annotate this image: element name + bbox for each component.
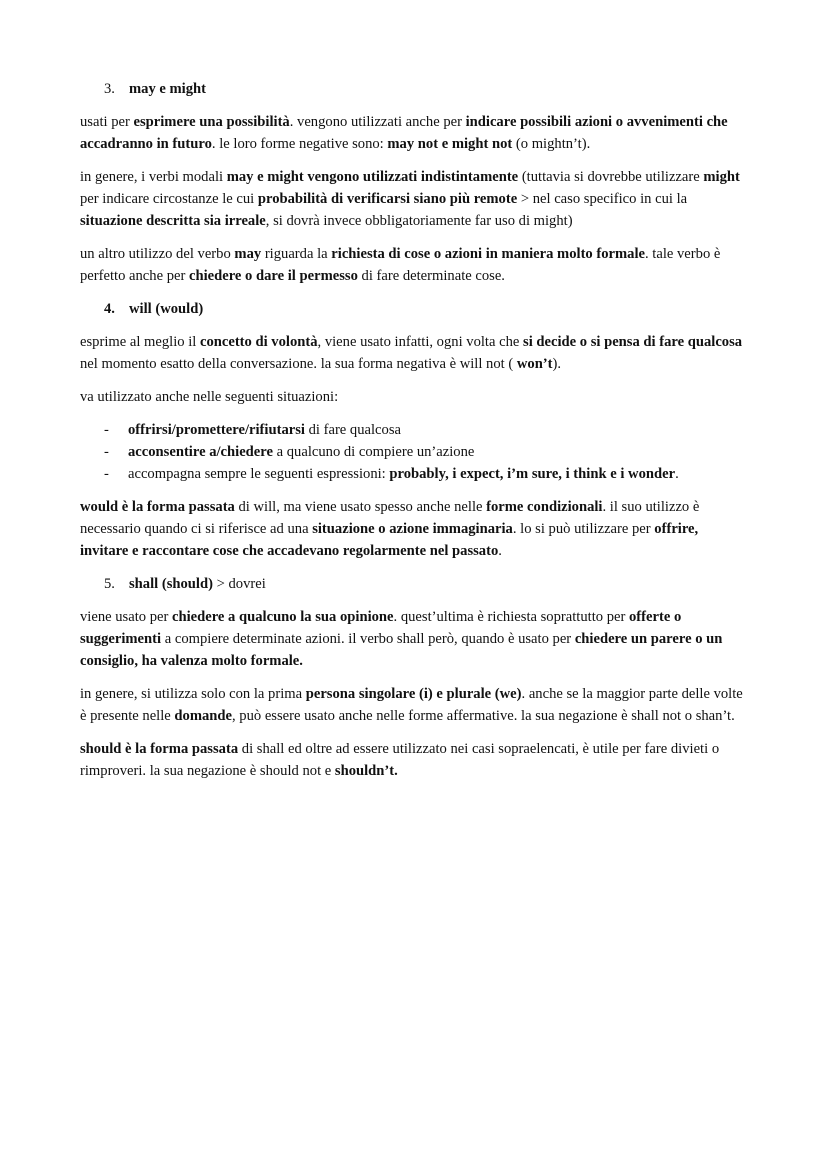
paragraph <box>80 111 748 155</box>
bold-text: chiedere a qualcuno la sua opinione <box>172 609 394 625</box>
paragraph <box>80 738 748 782</box>
bold-text: probabilità di verificarsi siano più remote <box>257 191 518 207</box>
text-run: in genere, si utilizza solo con la prima <box>80 686 306 702</box>
bold-text: chiedere un parere o un consiglio, ha valenza molto formale. <box>80 631 723 669</box>
bold-text: acconsentire a/chiedere <box>128 444 273 460</box>
text-run: accompagna sempre le seguenti espressioni: <box>128 466 390 482</box>
bold-text: will (would) <box>129 301 204 317</box>
bold-text: would è la forma passata <box>80 499 235 515</box>
bold-text: should è la forma passata <box>80 741 239 757</box>
text-run: > dovrei <box>212 576 266 592</box>
bold-text: may e might <box>129 81 207 97</box>
bold-text: si decide o si pensa di fare qualcosa <box>523 334 743 350</box>
bold-text: richiesta di cose o azioni in maniera molto formale <box>331 246 645 262</box>
bold-text: situazione o azione immaginaria <box>312 521 513 537</box>
text-run: ). <box>552 356 562 372</box>
text-run: di will, ma viene usato spesso anche nelle <box>234 499 487 515</box>
text-run: . anche se la maggior parte delle volte è presente nelle <box>80 686 743 724</box>
bold-text: shouldn’t. <box>334 763 398 779</box>
text-run: riguarda la <box>261 246 332 262</box>
paragraph <box>80 331 748 375</box>
document-body <box>80 78 748 793</box>
list-item <box>80 419 748 441</box>
text-run: . quest’ultima è richiesta soprattutto per <box>393 609 629 625</box>
bold-text: shall (should) <box>129 576 213 592</box>
section-number: 5. <box>104 576 115 592</box>
text-run: di fare determinate cose. <box>357 268 505 284</box>
text-run: esprime al meglio il <box>80 334 200 350</box>
section-number: 4. <box>104 301 115 317</box>
bold-text: offrirsi/promettere/rifiutarsi <box>128 422 305 438</box>
list-item <box>80 441 748 463</box>
section-heading <box>80 298 748 320</box>
bold-text: offerte o suggerimenti <box>80 609 682 647</box>
section-heading <box>80 573 748 595</box>
list-item <box>80 463 748 485</box>
list-marker: - <box>104 466 109 482</box>
paragraph <box>80 496 748 562</box>
text-run: . le loro forme negative sono: <box>211 136 388 152</box>
text-run: in genere, i verbi modali <box>80 169 227 185</box>
text-run: . vengono utilizzati anche per <box>289 114 466 130</box>
bold-text: concetto di volontà <box>199 334 318 350</box>
bold-text: indicare possibili azioni o avvenimenti che accadranno in futuro <box>80 114 728 152</box>
text-run: > nel caso specifico in cui la <box>517 191 688 207</box>
bold-text: may not e might not <box>387 136 513 152</box>
text-run: a qualcuno di compiere un’azione <box>272 444 475 460</box>
text-run: , viene usato infatti, ogni volta che <box>317 334 524 350</box>
bullet-list <box>80 419 748 485</box>
text-run: di shall ed oltre ad essere utilizzato nei casi sopraelencati, è utile per fare divieti o rimproveri. la sua negazione è should not e <box>80 741 720 779</box>
bold-text: may <box>234 246 262 262</box>
text-run: . il suo utilizzo è necessario quando ci si riferisce ad una <box>80 499 700 537</box>
text-run: . <box>498 543 502 559</box>
section-number: 3. <box>104 81 115 97</box>
bold-text: may e might vengono utilizzati indistintamente <box>226 169 519 185</box>
text-run: per indicare circostanze le cui <box>80 191 258 207</box>
text-run: (o mightn’t). <box>512 136 591 152</box>
text-run: nel momento esatto della conversazione. la sua forma negativa è will not ( <box>80 356 517 372</box>
text-run: (tuttavia si dovrebbe utilizzare <box>518 169 704 185</box>
text-run: di fare qualcosa <box>304 422 401 438</box>
paragraph <box>80 166 748 232</box>
text-run: usati per <box>80 114 134 130</box>
list-marker: - <box>104 422 109 438</box>
bold-text: offrire, invitare e raccontare cose che accadevano regolarmente nel passato <box>80 521 699 559</box>
text-run: . <box>675 466 679 482</box>
text-run: . tale verbo è perfetto anche per <box>80 246 721 284</box>
text-run: , si dovrà invece obbligatoriamente far uso di might) <box>265 213 573 229</box>
bold-text: chiedere o dare il permesso <box>188 268 358 284</box>
bold-text: domande <box>174 708 232 724</box>
bold-text: probably, i expect, i’m sure, i think e i wonder <box>389 466 676 482</box>
text-run: va utilizzato anche nelle seguenti situazioni: <box>80 389 339 405</box>
text-run: viene usato per <box>80 609 172 625</box>
text-run: a compiere determinate azioni. il verbo shall però, quando è usato per <box>161 631 575 647</box>
bold-text: won’t <box>516 356 553 372</box>
paragraph <box>80 606 748 672</box>
paragraph <box>80 243 748 287</box>
text-run: . lo si può utilizzare per <box>512 521 655 537</box>
bold-text: forme condizionali <box>486 499 603 515</box>
paragraph <box>80 683 748 727</box>
bold-text: persona singolare (i) e plurale (we) <box>305 686 522 702</box>
text-run: , può essere usato anche nelle forme affermative. la sua negazione è shall not o shan’t. <box>231 708 735 724</box>
section-heading <box>80 78 748 100</box>
paragraph <box>80 386 748 408</box>
text-run: un altro utilizzo del verbo <box>80 246 235 262</box>
bold-text: might <box>703 169 740 185</box>
bold-text: esprimere una possibilità <box>133 114 290 130</box>
bold-text: situazione descritta sia irreale <box>80 213 266 229</box>
list-marker: - <box>104 444 109 460</box>
